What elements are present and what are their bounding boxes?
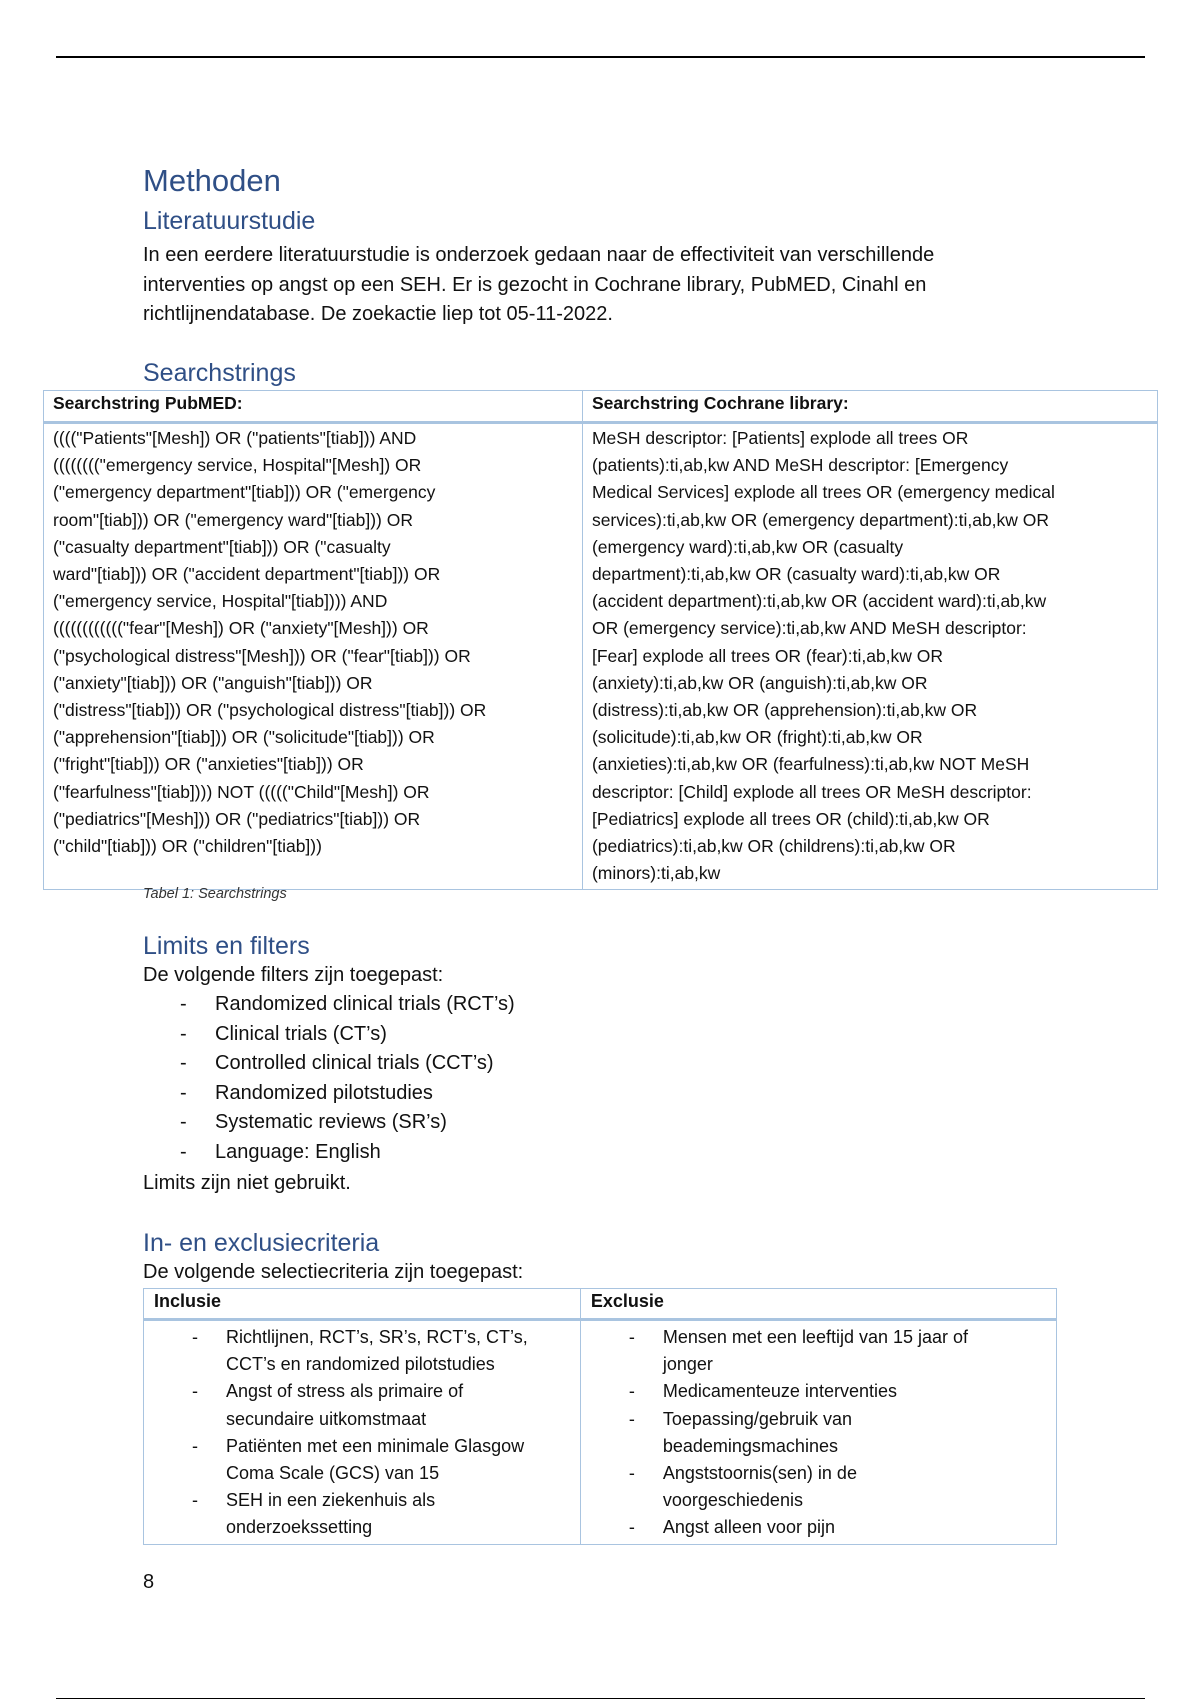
criterion-line: CCT’s en randomized pilotstudies [226,1354,495,1375]
searchstring-line: ("psychological distress"[Mesh])) OR ("fear"[tiab])) OR [53,645,471,666]
criterion-line: - Angst of stress als primaire of [226,1381,464,1402]
list-item: - Controlled clinical trials (CCT’s) [180,1049,515,1079]
searchstring-line: (((((((((((("fear"[Mesh]) OR ("anxiety"[Mesh])) OR [53,618,429,639]
searchstring-line: [Fear] explode all trees OR (fear):ti,ab,kw OR [591,645,944,666]
searchstring-line: (emergency ward):ti,ab,kw OR (casualty [591,536,904,557]
searchstring-line: Medical Services] explode all trees OR (emergency medical [591,482,1055,503]
criterion-line: - Medicamenteuze interventies [662,1381,897,1402]
searchstring-line: (anxiety):ti,ab,kw OR (anguish):ti,ab,kw OR [591,672,928,693]
pubmed-header: Searchstring PubMED: [44,391,583,423]
searchstring-line: (solicitude):ti,ab,kw OR (fright):ti,ab,kw OR [591,727,923,748]
criterion-line: jonger [662,1354,713,1375]
table-header-row [144,1289,1057,1320]
criterion-line: - Richtlijnen, RCT’s, SR’s, RCT’s, CT’s, [226,1327,528,1347]
limits-note: Limits zijn niet gebruikt. [143,1172,351,1194]
list-item [144,1433,570,1487]
criterion-line: - Angst alleen voor pijn [662,1517,835,1538]
inclusie-cell [144,1320,581,1545]
exclusie-cell [580,1320,1056,1545]
searchstring-line: ("emergency service, Hospital"[tiab]))) AND [53,591,388,612]
subsection-title-limits: Limits en filters [143,932,310,960]
searchstring-line: (distress):ti,ab,kw OR (apprehension):ti,ab,kw OR [591,700,978,721]
searchstring-line: department):ti,ab,kw OR (casualty ward):ti,ab,kw OR [591,564,1001,585]
criterion-line: - Toepassing/gebruik van [662,1408,852,1429]
cochrane-header: Searchstring Cochrane library: [582,391,1157,423]
subsection-title-searchstrings: Searchstrings [143,359,296,387]
list-item [144,1487,570,1541]
cochrane-searchstring [582,423,1157,890]
criterion-line: onderzoekssetting [226,1517,373,1538]
pubmed-searchstring [44,423,583,890]
searchstring-line: (patients):ti,ab,kw AND MeSH descriptor: [Emergency [591,455,1009,476]
criterion-line: - Patiënten met een minimale Glasgow [226,1435,525,1456]
criterion-line: secundaire uitkomstmaat [226,1408,427,1429]
paragraph-line: In een eerdere literatuurstudie is onderzoek gedaan naar de effectiviteit van verschillende [143,244,935,266]
subsection-title-criteria: In- en exclusiecriteria [143,1229,380,1257]
searchstring-line: (pediatrics):ti,ab,kw OR (childrens):ti,ab,kw OR [591,836,956,857]
criterion-line: - Mensen met een leeftijd van 15 jaar of [662,1327,969,1347]
list-item: - Language: English [180,1138,515,1168]
searchstring-line: (minors):ti,ab,kw [591,863,721,884]
criterion-line: Coma Scale (GCS) van 15 [226,1463,440,1484]
list-item: - Systematic reviews (SR’s) [180,1108,515,1138]
searchstring-line: ("distress"[tiab])) OR ("psychological distress"[tiab])) OR [53,700,487,721]
header-rule [56,56,1145,58]
list-item [581,1324,1046,1378]
list-item [581,1378,1046,1405]
exclusie-list [581,1324,1046,1542]
subsection-title-literatuurstudie: Literatuurstudie [143,207,316,235]
list-item [581,1514,1046,1541]
table-row [144,1320,1057,1545]
searchstring-line: (anxieties):ti,ab,kw OR (fearfulness):ti,ab,kw NOT MeSH [591,754,1030,775]
searchstring-line: [Pediatrics] explode all trees OR (child):ti,ab,kw OR [591,808,990,829]
searchstring-line: ("pediatrics"[Mesh])) OR ("pediatrics"[tiab])) OR [53,808,421,829]
criterion-line: beademingsmachines [662,1435,838,1456]
searchstring-line: (((("Patients"[Mesh]) OR ("patients"[tiab])) AND [53,428,417,448]
list-item: - Randomized pilotstudies [180,1079,515,1109]
searchstring-line: OR (emergency service):ti,ab,kw AND MeSH descriptor: [591,618,1027,639]
literature-paragraph [143,241,934,330]
searchstring-line: ("emergency department"[tiab])) OR ("emergency [53,482,436,503]
criteria-intro: De volgende selectiecriteria zijn toegepast: [143,1261,524,1283]
criterion-line: - SEH in een ziekenhuis als [226,1490,436,1511]
criterion-line: voorgeschiedenis [662,1490,803,1511]
searchstring-line: (((((((("emergency service, Hospital"[Mesh]) OR [53,455,422,476]
table-row [44,423,1158,890]
inclusie-header: Inclusie [144,1289,581,1320]
exclusie-header: Exclusie [580,1289,1056,1320]
searchstrings-table [43,390,1158,890]
table-header-row [44,391,1158,423]
filters-list [180,990,515,1167]
searchstring-line: ("fright"[tiab])) OR ("anxieties"[tiab])) OR [53,754,364,775]
searchstring-line: ("fearfulness"[tiab]))) NOT ((((("Child"[Mesh]) OR [53,781,430,802]
searchstring-line: ("anxiety"[tiab])) OR ("anguish"[tiab])) OR [53,672,373,693]
inclusie-list [144,1324,570,1542]
searchstring-line: ("child"[tiab])) OR ("children"[tiab])) [53,836,322,857]
searchstring-line: ("apprehension"[tiab])) OR ("solicitude"[tiab])) OR [53,727,435,748]
footer-rule [56,1698,1145,1699]
searchstring-line: (accident department):ti,ab,kw OR (accident ward):ti,ab,kw [591,591,1047,612]
list-item [144,1324,570,1378]
searchstring-line: room"[tiab])) OR ("emergency ward"[tiab])) OR [53,509,413,530]
criterion-line: - Angststoornis(sen) in de [662,1463,857,1484]
criteria-table [143,1288,1057,1545]
page-number: 8 [143,1571,155,1593]
table-caption: Tabel 1: Searchstrings [143,886,287,902]
list-item [581,1460,1046,1514]
searchstring-line: ward"[tiab])) OR ("accident department"[tiab])) OR [53,564,441,585]
searchstring-line: MeSH descriptor: [Patients] explode all trees OR [591,428,969,448]
list-item [581,1406,1046,1460]
searchstring-line: services):ti,ab,kw OR (emergency department):ti,ab,kw OR [591,509,1050,530]
paragraph-line: richtlijnendatabase. De zoekactie liep tot 05-11-2022. [143,303,613,325]
list-item [144,1378,570,1432]
searchstring-line: ("casualty department"[tiab])) OR ("casualty [53,536,391,557]
filters-intro: De volgende filters zijn toegepast: [143,964,444,986]
searchstring-line: descriptor: [Child] explode all trees OR MeSH descriptor: [591,781,1032,802]
list-item: - Clinical trials (CT’s) [180,1020,515,1050]
paragraph-line: interventies op angst op een SEH. Er is gezocht in Cochrane library, PubMED, Cinahl en [143,273,927,296]
section-title: Methoden [143,163,281,198]
list-item: - Randomized clinical trials (RCT’s) [180,990,515,1020]
